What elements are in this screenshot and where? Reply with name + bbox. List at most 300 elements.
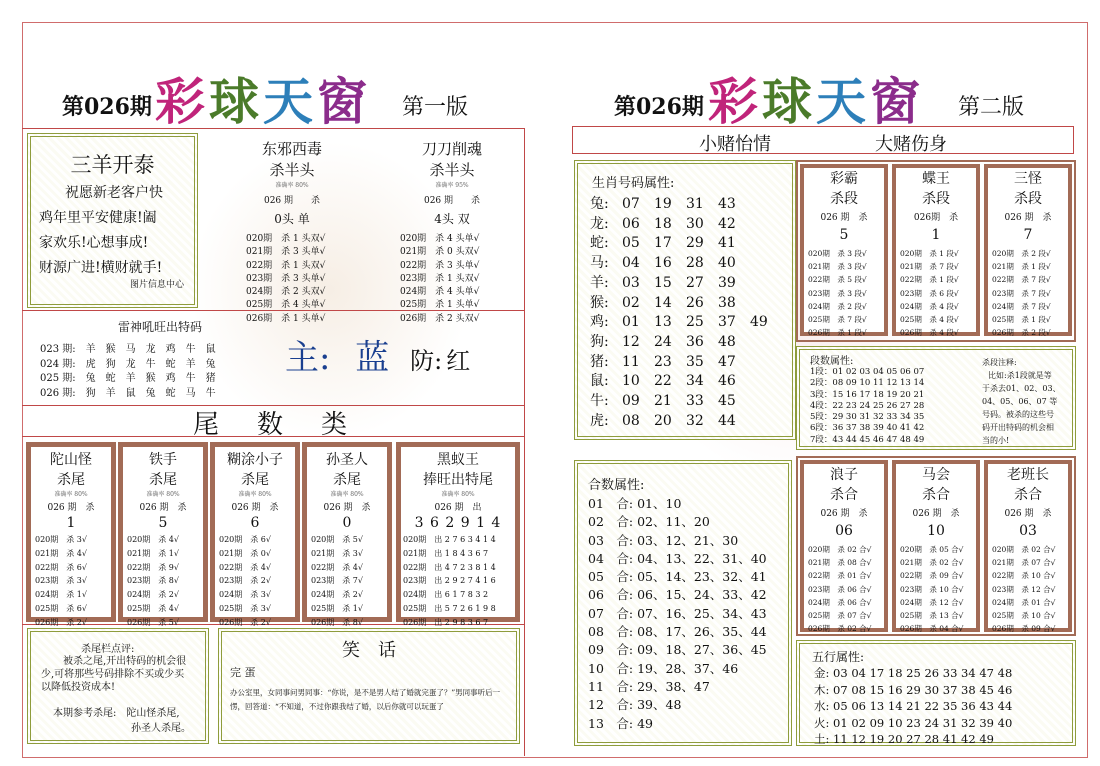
zodiac-row (590, 333, 792, 353)
zodiac-number: 08 (622, 412, 640, 429)
zodiac-number (750, 372, 782, 392)
he_cols-column-0 (800, 460, 888, 632)
he_cols-column-1 (892, 460, 980, 632)
prediction-value: 4头 双 (434, 212, 470, 226)
zodiac-name: 猴: (590, 294, 609, 311)
prediction-value: 06 (835, 523, 853, 539)
zodiac-name: 鼠: (590, 373, 609, 390)
history-row: 026期 出 2 9 8 3 6 7 (403, 617, 489, 627)
zodiac-number: 03 (622, 274, 640, 291)
left-logo (155, 62, 371, 134)
issue-line: 026 期 杀 (820, 213, 868, 223)
tail-section-title: 尾 数 类 (192, 410, 353, 440)
history-row: 026期 杀 1 段√ (808, 328, 867, 338)
he-row: 03 合: 03、12、21、30 (588, 532, 739, 548)
issue-line: 026 期 杀 (820, 509, 868, 519)
zodiac-name: 兔: (590, 196, 609, 212)
history-list (988, 543, 1068, 635)
history-row: 025期 杀 6√ (35, 603, 87, 613)
history-row: 026期 杀 02 合√ (808, 624, 872, 634)
greeting-line: 家欢乐!心想事成! (39, 235, 149, 251)
zodiac-number: 14 (654, 294, 672, 311)
duan-row: 7段：43 44 45 46 47 48 49 (810, 434, 925, 445)
right-logo (708, 62, 924, 134)
wuxing-row: 金: 03 04 17 18 25 26 33 34 47 48 (814, 666, 1013, 680)
zodiac-name: 牛: (590, 393, 609, 410)
zodiac-number: 13 (654, 314, 672, 331)
zodiac-number: 07 (622, 196, 640, 212)
history-row: 024期 杀 06 合√ (808, 597, 872, 607)
he-panel (796, 456, 1076, 636)
duan_cols-column-0 (800, 164, 888, 336)
history-row: 024期 杀 01 合√ (992, 597, 1056, 607)
history-row: 022期 出 4 7 2 3 8 1 4 (403, 562, 496, 572)
duan-row: 3段：15 16 17 18 19 20 21 (810, 389, 925, 400)
history-row: 021期 杀 0√ (219, 548, 271, 558)
history-row: 021期 杀 3√ (311, 548, 363, 558)
history-list (988, 247, 1068, 339)
zodiac-number: 39 (718, 274, 736, 291)
panel-title: 陀山怪 (50, 452, 92, 468)
accuracy: 准确率 80% (441, 491, 475, 498)
note-line: 号码。被杀的这些号 (982, 410, 1054, 419)
motto-right: 大赌伤身 (875, 134, 947, 155)
panel-subtitle: 杀合 (830, 487, 858, 503)
history-row: 020期 杀 02 合√ (992, 545, 1056, 554)
history-list (896, 247, 976, 339)
east-west-panel (212, 138, 372, 326)
history-row: 025期 杀 1√ (311, 603, 363, 613)
heiwang-panel (396, 442, 520, 627)
zodiac-number (750, 274, 782, 294)
zodiac-number: 33 (686, 393, 704, 410)
accuracy: 准确率 80% (146, 491, 180, 498)
issue-line: 026 期 杀 (323, 503, 371, 513)
zodiac-number (750, 294, 782, 314)
zodiac-number: 49 (750, 314, 768, 331)
history-row: 026期 杀 04 合√ (900, 624, 964, 634)
history-row: 024期 杀 7 段√ (992, 301, 1051, 311)
zodiac-number: 41 (718, 235, 736, 252)
zodiac-number: 43 (718, 196, 736, 212)
zodiac-row (590, 412, 792, 432)
zodiac-number (750, 215, 782, 235)
tail-column-1 (118, 442, 208, 627)
zodiac-name: 狗: (590, 333, 609, 350)
wuxing-row: 木: 07 08 15 16 29 30 37 38 45 46 (814, 682, 1013, 697)
history-list (804, 543, 884, 635)
divider (22, 128, 524, 129)
panel-title: 彩霸 (830, 171, 858, 187)
greeting-box (27, 133, 198, 308)
prediction-value: 6 (250, 515, 260, 531)
panel-subtitle: 杀半头 (269, 161, 315, 179)
history-row: 020期 杀 05 合√ (900, 545, 964, 554)
history-row: 021期 杀 02 合√ (900, 558, 964, 568)
zodiac-number: 38 (718, 294, 736, 311)
zodiac-row (590, 294, 792, 314)
zodiac-number: 28 (686, 255, 704, 272)
he-row: 05 合: 05、14、23、32、41 (588, 569, 767, 585)
comment-line: 少,可将那些号码排除不买或少买 (41, 669, 185, 680)
panel-title: 刀刀削魂 (421, 140, 482, 158)
history-list (215, 533, 295, 630)
he-row: 02 合: 02、11、20 (588, 514, 710, 530)
zodiac-number: 18 (654, 215, 672, 232)
zodiac-row (590, 353, 792, 373)
history-row: 022期 杀 6√ (35, 562, 87, 572)
history-row: 026期 杀 2√ (35, 617, 87, 627)
issue-line: 026 期 杀 (1004, 509, 1052, 519)
greeting-line: 鸡年里平安健康!阖 (39, 210, 157, 226)
zodiac-number: 34 (686, 373, 704, 390)
history-row: 023期 杀 1 头双√ (400, 273, 480, 284)
tail-column-2 (210, 442, 300, 627)
history-row: 025期 杀 07 合√ (808, 611, 872, 621)
panel-title: 铁手 (149, 452, 177, 468)
he-attr-title: 合数属性: (588, 478, 645, 493)
he-row: 07 合: 07、16、25、34、43 (588, 605, 767, 621)
guard-value: 红 (446, 347, 471, 375)
left-edition: 第一版 (402, 95, 469, 120)
note-line: 比如:杀1段就是等 (988, 371, 1052, 380)
history-row: 026期 杀 2 段√ (992, 328, 1051, 338)
he-row: 13 合: 49 (588, 715, 653, 731)
zodiac-name: 蛇: (590, 235, 609, 252)
prediction-value: 5 (839, 227, 849, 243)
wuxing-box (796, 640, 1076, 746)
zodiac-row (590, 372, 792, 392)
zodiac-name: 马: (590, 255, 609, 272)
history-row: 025期 出 5 7 2 6 1 9 8 (403, 603, 496, 613)
wuxing-row: 火: 01 02 09 10 23 24 31 32 39 40 (814, 715, 1013, 730)
guard-label: 防: (410, 347, 443, 375)
panel-title: 东邪西毒 (261, 140, 322, 158)
zodiac-number: 16 (654, 255, 672, 272)
panel-subtitle: 捧旺出特尾 (423, 472, 493, 488)
main-label: 主: (285, 338, 331, 378)
duan-panel (796, 160, 1076, 342)
panel-title: 三怪 (1014, 171, 1042, 187)
zodiac-number (750, 392, 782, 412)
comment-line: 以降低投资成本! (41, 682, 116, 693)
comment-line: 被杀之尾,开出特码的机会很 (63, 656, 187, 667)
accuracy: 准确率 95% (435, 182, 469, 189)
history-row: 025期 杀 4 头单√ (246, 300, 326, 311)
comment-ref: 孙圣人杀尾。 (131, 723, 191, 734)
panel-subtitle: 杀合 (922, 487, 950, 503)
panel-title: 浪子 (830, 467, 858, 483)
history-list (804, 247, 884, 339)
he-row: 09 合: 09、18、27、36、45 (588, 642, 767, 658)
history-row: 021期 杀 08 合√ (808, 558, 872, 568)
issue-line: 026 期 杀 (263, 196, 321, 206)
history-list (896, 543, 976, 635)
note-line: 当的小! (982, 436, 1010, 445)
he-row: 08 合: 08、17、26、35、44 (588, 624, 767, 640)
history-row: 024期 出 6 1 7 8 3 2 (403, 590, 489, 600)
issue-line: 026 期 出 (434, 503, 482, 513)
zodiac-number: 10 (622, 373, 640, 390)
history-row: 024期 杀 2√ (311, 590, 363, 600)
zodiac-row (590, 313, 792, 333)
panel-title: 孙圣人 (326, 452, 368, 468)
history-row: 020期 杀 02 合√ (808, 545, 872, 554)
history-row: 024期 杀 4 头单√ (400, 287, 480, 298)
panel-title: 蝶王 (922, 171, 950, 187)
history-row: 023期 杀 2√ (219, 576, 271, 586)
history-row: 026期 杀 1 头单√ (246, 313, 326, 324)
history-row: 026期 杀 5√ (127, 617, 179, 627)
prediction-value: 7 (1023, 227, 1033, 243)
greeting-source: 图片信息中心 (129, 280, 184, 290)
history-row: 022期 杀 3 头单√ (400, 260, 480, 271)
zodiac-number: 47 (718, 353, 736, 370)
issue-line: 026 期 杀 (1004, 213, 1052, 223)
history-row: 020期 杀 3√ (35, 535, 87, 544)
history-row: 023期 杀 10 合√ (900, 584, 964, 594)
panel-subtitle: 杀尾 (57, 472, 85, 488)
panel-title: 黑蚁王 (437, 452, 479, 468)
main-value: 蓝 (355, 338, 390, 378)
joke-subtitle: 完 蛋 (230, 666, 256, 679)
zodiac-number: 32 (686, 412, 704, 429)
zodiac-number: 09 (622, 393, 640, 410)
history-row: 023期 杀 06 合√ (808, 584, 872, 594)
zodiac-number: 20 (654, 412, 672, 429)
history-row: 020期 杀 6√ (219, 535, 271, 544)
duan-row: 5段：29 30 31 32 33 34 35 (810, 412, 925, 423)
zodiac-number (750, 412, 782, 432)
panel-subtitle: 杀尾 (333, 472, 361, 488)
history-row: 021期 杀 7 段√ (900, 262, 959, 272)
zodiac-number: 40 (718, 255, 736, 272)
motto-banner (572, 126, 1074, 154)
duan-row: 2段：08 09 10 11 12 13 14 (810, 378, 925, 389)
history-row: 022期 杀 10 合√ (992, 571, 1056, 581)
main-color (285, 330, 470, 379)
history-row: 020期 出 2 7 6 3 4 1 4 (403, 535, 496, 544)
history-row: 024期 杀 2√ (127, 590, 179, 600)
logo-char: 天 (816, 72, 870, 131)
history-row: 026期 杀 8√ (311, 617, 363, 627)
history-row: 022期 杀 01 合√ (808, 571, 872, 581)
zodiac-number: 30 (686, 215, 704, 232)
greeting-line: 财源广进!横财就手! (39, 260, 163, 276)
history-row: 024期 杀 2 段√ (808, 301, 867, 311)
wuxing-row: 水: 05 06 13 14 21 22 35 36 43 44 (814, 699, 1013, 713)
history-row: 022期 杀 1 段√ (900, 275, 959, 285)
zodiac-number: 42 (718, 215, 736, 232)
history-row: 021期 杀 1 段√ (992, 262, 1051, 272)
he-row: 12 合: 39、48 (588, 697, 682, 713)
comment-title: 杀尾栏点评: (81, 644, 135, 655)
logo-char: 彩 (708, 72, 762, 131)
history-row: 020期 杀 1 头双√ (246, 234, 326, 244)
zodiac-number: 17 (654, 235, 672, 252)
zodiac-number: 04 (622, 255, 640, 272)
panel-subtitle: 杀合 (1014, 487, 1042, 503)
logo-char: 彩 (155, 72, 209, 131)
history-row: 022期 杀 1 头双√ (246, 260, 326, 271)
history-row: 022期 杀 9√ (127, 562, 179, 572)
zodiac-number: 45 (718, 393, 736, 410)
zodiac-number: 21 (654, 393, 672, 410)
accuracy: 准确率 80% (54, 491, 88, 498)
zodiac-box (574, 160, 796, 440)
he-row: 11 合: 29、38、47 (588, 678, 710, 694)
history-row: 023期 杀 3 头单√ (246, 273, 326, 284)
zodiac-number: 26 (686, 294, 704, 311)
note-line: 杀段注释: (982, 358, 1017, 367)
zodiac-number: 31 (686, 196, 704, 212)
panel-subtitle: 杀尾 (149, 472, 177, 488)
history-row: 026期 杀 2√ (219, 617, 271, 627)
zodiac-number: 27 (686, 274, 704, 291)
zodiac-name: 羊: (590, 274, 609, 291)
duan-row: 4段：22 23 24 25 26 27 28 (810, 400, 925, 411)
zodiac-row (590, 215, 792, 235)
right-issue-number: 第026期 (614, 94, 704, 120)
panel-title: 马会 (922, 467, 950, 483)
prediction-value: 1 (66, 515, 76, 531)
wuxing-row: 土: 11 12 19 20 27 28 41 42 49 (814, 732, 994, 746)
panel-subtitle: 杀段 (1014, 191, 1042, 207)
history-row: 024期 杀 4 段√ (900, 301, 959, 311)
history-list (31, 533, 111, 630)
history-row: 025期 杀 1 头单√ (400, 300, 480, 311)
left-issue-number: 第026期 (62, 94, 152, 120)
history-row: 024期 杀 12 合√ (900, 597, 964, 607)
history-row: 022期 杀 09 合√ (900, 571, 964, 581)
zodiac-row (590, 254, 792, 274)
prediction-value: 5 (158, 515, 168, 531)
zodiac-row (590, 274, 792, 294)
duan_cols-column-1 (892, 164, 980, 336)
history-row: 021期 杀 07 合√ (992, 558, 1056, 568)
history-row: 025期 杀 13 合√ (900, 611, 964, 621)
motto-left: 小赌怡情 (699, 134, 771, 155)
prediction-value: 10 (927, 523, 945, 539)
daodao-panel (372, 138, 532, 326)
prediction-value: 1 (931, 227, 941, 243)
zodiac-row (590, 195, 792, 215)
logo-char: 球 (209, 72, 263, 131)
history-row: 023期 杀 8√ (127, 576, 179, 586)
history-row: 023期 杀 3√ (35, 576, 87, 586)
zodiac-number: 02 (622, 294, 640, 311)
history-row: 020期 杀 5√ (311, 535, 363, 544)
zodiac-name: 虎: (590, 412, 609, 429)
zodiac-number: 23 (654, 353, 672, 370)
panel-title: 糊涂小子 (227, 452, 283, 468)
panel-subtitle: 杀半头 (429, 161, 475, 179)
note-line: 于杀去01、02、03、 (982, 384, 1061, 393)
history-row: 025期 杀 10 合√ (992, 611, 1056, 621)
issue-line: 026 期 杀 (139, 503, 187, 513)
zodiac-title: 生肖号码属性: (592, 176, 675, 191)
zodiac-row (590, 392, 792, 412)
he-row: 01 合: 01、10 (588, 496, 682, 511)
duan-attr-title: 段数属性: (810, 356, 854, 367)
history-row: 023期 杀 12 合√ (992, 584, 1056, 594)
tail-column-3 (302, 442, 392, 627)
zodiac-row: 023 期: 羊 猴 马 龙 鸡 牛 鼠 (40, 344, 216, 355)
comment-box (27, 628, 209, 744)
he-row: 04 合: 04、13、22、31、40 (588, 550, 767, 566)
zodiac-number: 46 (718, 373, 736, 390)
history-row: 025期 杀 4√ (127, 603, 179, 613)
history-row: 026期 杀 4 段√ (900, 328, 959, 338)
history-list (307, 533, 387, 630)
panel-title: 老班长 (1007, 467, 1049, 483)
logo-char: 窗 (870, 72, 924, 131)
history-row: 021期 杀 4√ (35, 548, 87, 558)
zodiac-number: 06 (622, 215, 640, 232)
prediction-value: 0头 单 (274, 212, 310, 226)
panel-subtitle: 杀段 (922, 191, 950, 207)
note-line: 04、05、06、07 等 (982, 397, 1058, 406)
zodiac-number: 36 (686, 333, 704, 350)
history-row: 021期 出 1 8 4 3 6 7 (403, 548, 489, 558)
history-row: 025期 杀 4 段√ (900, 315, 959, 325)
history-row: 022期 杀 4√ (219, 562, 271, 572)
history-row: 022期 杀 5 段√ (808, 275, 867, 285)
zodiac-number: 19 (654, 196, 672, 212)
history-row: 026期 杀 09 合√ (992, 624, 1056, 634)
zodiac-name: 猪: (590, 353, 609, 370)
panel-subtitle: 杀尾 (241, 472, 269, 488)
logo-char: 球 (762, 72, 816, 131)
prediction-value: 0 (342, 515, 352, 531)
duan-row: 6段：36 37 38 39 40 41 42 (810, 423, 925, 434)
history-row: 025期 杀 7 段√ (808, 315, 867, 325)
history-row: 026期 杀 2 头双√ (400, 313, 480, 324)
history-row: 022期 杀 7 段√ (992, 275, 1051, 285)
history-row: 025期 杀 1 段√ (992, 315, 1051, 325)
history-row: 023期 杀 6 段√ (900, 288, 959, 298)
zodiac-number: 37 (718, 314, 736, 331)
note-line: 码开出特码的机会相 (982, 423, 1054, 432)
zodiac-number: 15 (654, 274, 672, 291)
greeting-title: 三羊开泰 (70, 153, 155, 177)
zodiac-number: 25 (686, 314, 704, 331)
duan-note (982, 356, 1072, 447)
tail-column-0 (26, 442, 116, 627)
zodiac-number (750, 254, 782, 274)
zodiac-number: 05 (622, 235, 640, 252)
logo-char: 天 (263, 72, 317, 131)
zodiac-number (750, 234, 782, 254)
zodiac-row: 025 期: 兔 蛇 羊 猴 鸡 牛 猪 (40, 373, 216, 384)
zodiac-number: 48 (718, 333, 736, 350)
zodiac-number: 12 (622, 333, 640, 350)
joke-box (218, 628, 520, 744)
history-row: 020期 杀 1 段√ (900, 249, 959, 258)
prediction-value: 3 6 2 9 1 4 (414, 515, 502, 531)
comment-ref: 本期参考杀尾: 陀山怪杀尾, (53, 708, 180, 719)
zodiac-number: 11 (622, 353, 640, 370)
history-row: 023期 杀 3 段√ (808, 288, 867, 298)
history-row: 021期 杀 3 头单√ (246, 247, 326, 258)
zodiac-number: 44 (718, 412, 736, 429)
issue-line: 026 期 杀 (231, 503, 279, 513)
duan-row: 1段：01 02 03 04 05 06 07 (810, 367, 925, 377)
history-row: 025期 杀 3√ (219, 603, 271, 613)
he-row: 06 合: 06、15、24、33、42 (588, 587, 767, 603)
duan_cols-column-2 (984, 164, 1072, 336)
zodiac-number (750, 195, 782, 215)
